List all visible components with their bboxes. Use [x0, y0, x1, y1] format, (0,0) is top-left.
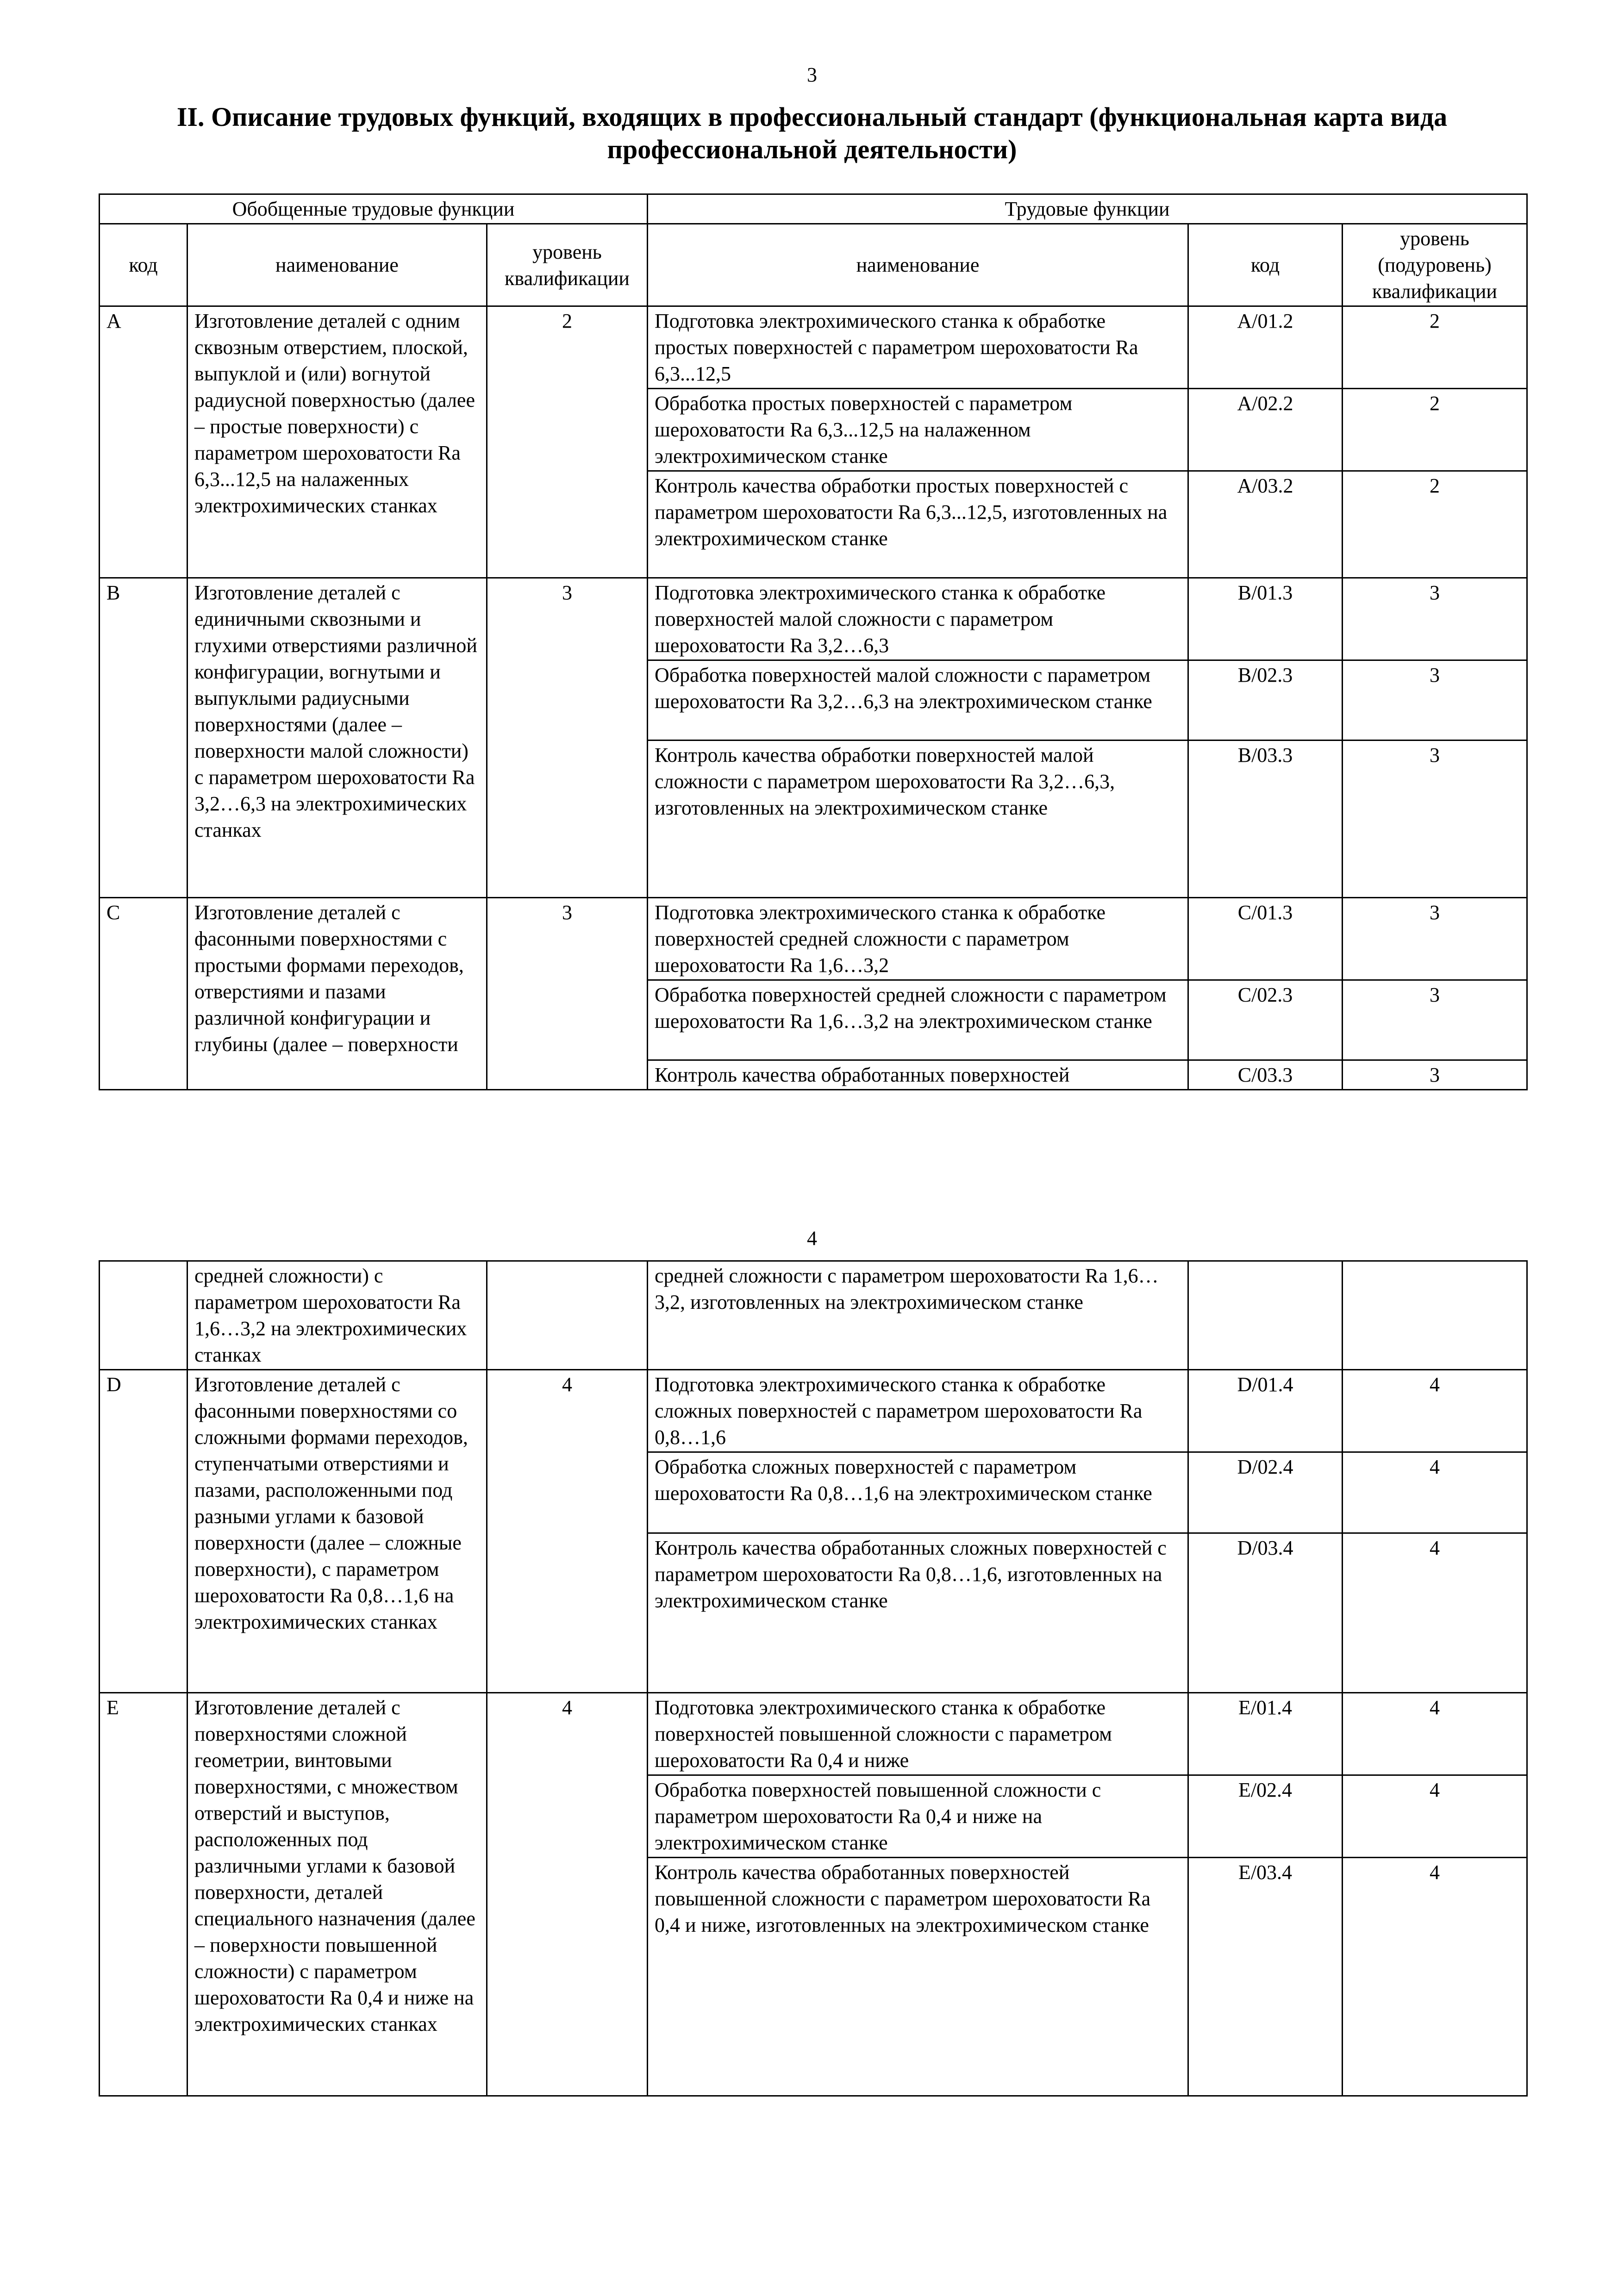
table-row	[100, 578, 1527, 660]
page-number: 4	[807, 1227, 817, 1250]
tf-code: A/03.2	[1188, 471, 1343, 578]
gf-level-empty	[487, 1261, 648, 1370]
gf-code-empty	[100, 1261, 187, 1370]
gf-name: Изготовление деталей с фасонными поверхностями с простыми формами переходов, отверстиями и пазами различной конфигурации и глубины (далее – поверхности	[187, 898, 487, 1090]
tf-name: средней сложности с параметром шероховатости Ra 1,6…3,2, изготовленных на электрохимическом станке	[648, 1261, 1188, 1370]
tf-name: Контроль качества обработки поверхностей малой сложности с параметром шероховатости Ra 3,2…6,3, изготовленных на электрохимическом станке	[648, 740, 1188, 898]
tf-name: Подготовка электрохимического станка к обработке поверхностей средней сложности с параметром шероховатости Ra 1,6…3,2	[648, 898, 1188, 980]
tf-code: A/01.2	[1188, 306, 1343, 389]
gf-level: 4	[487, 1370, 648, 1693]
tf-level: 4	[1343, 1775, 1527, 1858]
tf-code: B/02.3	[1188, 660, 1343, 740]
tf-level-empty	[1343, 1261, 1527, 1370]
tf-name: Обработка поверхностей малой сложности с параметром шероховатости Ra 3,2…6,3 на электрохимическом станке	[648, 660, 1188, 740]
tf-level: 4	[1343, 1452, 1527, 1533]
header-generalized-functions: Обобщенные трудовые функции	[100, 194, 648, 224]
tf-level: 2	[1343, 389, 1527, 471]
gf-code: B	[100, 578, 187, 898]
tf-name: Обработка простых поверхностей с параметром шероховатости Ra 6,3...12,5 на налаженном электрохимическом станке	[648, 389, 1188, 471]
gf-code: A	[100, 306, 187, 578]
tf-name: Подготовка электрохимического станка к обработке простых поверхностей с параметром шероховатости Ra 6,3...12,5	[648, 306, 1188, 389]
gf-name: Изготовление деталей с фасонными поверхностями со сложными формами переходов, ступенчатыми отверстиями и пазами, расположенными под разными углами к базовой поверхности (далее – сложные поверхности), с параметром шероховатости Ra 0,8…1,6 на электрохимических станках	[187, 1370, 487, 1693]
tf-code: C/01.3	[1188, 898, 1343, 980]
tf-level: 3	[1343, 740, 1527, 898]
header-code: код	[100, 224, 187, 306]
gf-name: средней сложности) с параметром шероховатости Ra 1,6…3,2 на электрохимических станках	[187, 1261, 487, 1370]
tf-level: 4	[1343, 1370, 1527, 1452]
tf-name: Обработка поверхностей повышенной сложности с параметром шероховатости Ra 0,4 и ниже на электрохимическом станке	[648, 1775, 1188, 1858]
gf-level: 2	[487, 306, 648, 578]
functional-map-table-continued	[99, 1260, 1528, 2097]
table-row	[100, 898, 1527, 980]
tf-level: 4	[1343, 1693, 1527, 1775]
tf-name: Контроль качества обработанных поверхностей	[648, 1060, 1188, 1090]
tf-code: B/01.3	[1188, 578, 1343, 660]
gf-name: Изготовление деталей с единичными сквозными и глухими отверстиями различной конфигурации, вогнутыми и выпуклыми радиусными поверхностями (далее – поверхности малой сложности) с параметром шероховатости Ra 3,2…6,3 на электрохимических станках	[187, 578, 487, 898]
tf-code: D/03.4	[1188, 1533, 1343, 1693]
gf-code: C	[100, 898, 187, 1090]
tf-level: 3	[1343, 660, 1527, 740]
tf-level: 2	[1343, 471, 1527, 578]
tf-name: Подготовка электрохимического станка к обработке поверхностей малой сложности с параметром шероховатости Ra 3,2…6,3	[648, 578, 1188, 660]
tf-level: 4	[1343, 1533, 1527, 1693]
table-row	[100, 1693, 1527, 1775]
tf-level: 4	[1343, 1858, 1527, 2096]
gf-name: Изготовление деталей с одним сквозным отверстием, плоской, выпуклой и (или) вогнутой радиусной поверхностью (далее – простые поверхности) с параметром шероховатости Ra 6,3...12,5 на налаженных электрохимических станках	[187, 306, 487, 578]
tf-level: 2	[1343, 306, 1527, 389]
tf-code: D/02.4	[1188, 1452, 1343, 1533]
tf-code: D/01.4	[1188, 1370, 1343, 1452]
gf-level: 4	[487, 1693, 648, 2096]
header-tf-code: код	[1188, 224, 1343, 306]
gf-level: 3	[487, 578, 648, 898]
tf-code: B/03.3	[1188, 740, 1343, 898]
tf-name: Обработка сложных поверхностей с параметром шероховатости Ra 0,8…1,6 на электрохимическом станке	[648, 1452, 1188, 1533]
tf-level: 3	[1343, 1060, 1527, 1090]
tf-name: Подготовка электрохимического станка к обработке поверхностей повышенной сложности с параметром шероховатости Ra 0,4 и ниже	[648, 1693, 1188, 1775]
gf-name: Изготовление деталей с поверхностями сложной геометрии, винтовыми поверхностями, с множеством отверстий и выступов, расположенных под различными углами к базовой поверхности, деталей специального назначения (далее – поверхности повышенной сложности) с параметром шероховатости Ra 0,4 и ниже на электрохимических станках	[187, 1693, 487, 2096]
tf-name: Контроль качества обработанных сложных поверхностей с параметром шероховатости Ra 0,8…1,6, изготовленных на электрохимическом станке	[648, 1533, 1188, 1693]
tf-code: C/02.3	[1188, 980, 1343, 1060]
tf-name: Контроль качества обработанных поверхностей повышенной сложности с параметром шероховатости Ra 0,4 и ниже, изготовленных на электрохимическом станке	[648, 1858, 1188, 2096]
header-level: уровень квалификации	[487, 224, 648, 306]
page-number: 3	[807, 63, 817, 86]
tf-name: Обработка поверхностей средней сложности с параметром шероховатости Ra 1,6…3,2 на электрохимическом станке	[648, 980, 1188, 1060]
gf-level: 3	[487, 898, 648, 1090]
table-row	[100, 1261, 1527, 1370]
tf-code: E/03.4	[1188, 1858, 1343, 2096]
table-row	[100, 306, 1527, 389]
tf-level: 3	[1343, 578, 1527, 660]
tf-code: E/01.4	[1188, 1693, 1343, 1775]
header-sublevel: уровень (подуровень) квалификации	[1343, 224, 1527, 306]
gf-code: E	[100, 1693, 187, 2096]
section-title: II. Описание трудовых функций, входящих в профессиональный стандарт (функциональная карта вида профессиональной деятельности)	[176, 102, 1448, 164]
header-tf-name: наименование	[648, 224, 1188, 306]
tf-code: C/03.3	[1188, 1060, 1343, 1090]
tf-code: E/02.4	[1188, 1775, 1343, 1858]
tf-code: A/02.2	[1188, 389, 1343, 471]
tf-code-empty	[1188, 1261, 1343, 1370]
tf-name: Подготовка электрохимического станка к обработке сложных поверхностей с параметром шероховатости Ra 0,8…1,6	[648, 1370, 1188, 1452]
tf-level: 3	[1343, 980, 1527, 1060]
header-labor-functions: Трудовые функции	[648, 194, 1527, 224]
tf-name: Контроль качества обработки простых поверхностей с параметром шероховатости Ra 6,3...12,5, изготовленных на электрохимическом станке	[648, 471, 1188, 578]
functional-map-table	[99, 193, 1528, 1090]
gf-code: D	[100, 1370, 187, 1693]
tf-level: 3	[1343, 898, 1527, 980]
header-name: наименование	[187, 224, 487, 306]
table-row	[100, 1370, 1527, 1452]
